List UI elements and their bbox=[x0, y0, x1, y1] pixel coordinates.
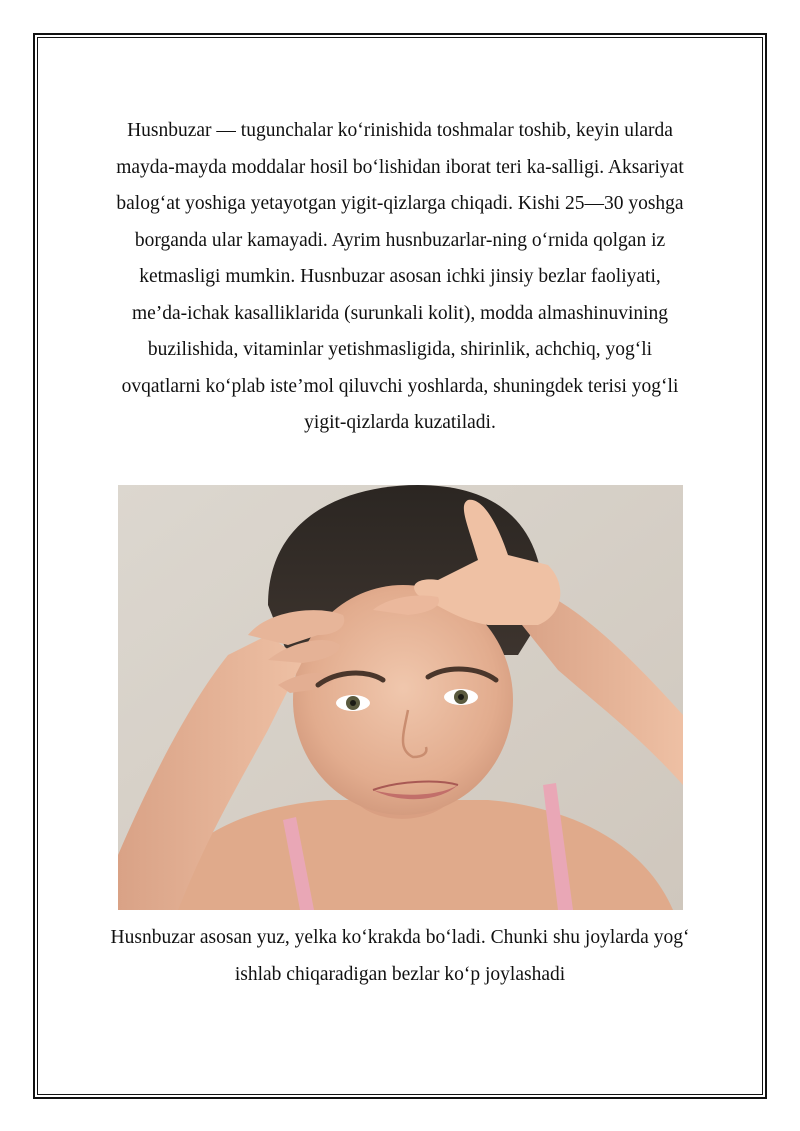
woman-touching-forehead-photo bbox=[118, 485, 683, 910]
intro-paragraph: Husnbuzar — tugunchalar ko‘rinishida toshmalar toshib, keyin ularda mayda-mayda moddalar hosil bo‘lishidan iborat teri ka-salligi. Aksariyat balog‘at yoshiga yetayotgan yigit-qizlarga chiqadi. Kishi 25—30 yoshga borganda ular kamayadi. Ayrim husnbuzarlar-ning o‘rnida qolgan iz ketmasligi mumkin. Husnbuzar asosan ichki jinsiy bezlar faoliyati, me’da-ichak kasalliklarida (surunkali kolit), modda almashinuvining buzilishida, vitaminlar yetishmasligida, shirinlik, achchiq, yog‘li ovqatlarni ko‘plab iste’mol qiluvchi yoshlarda, shuningdek terisi yog‘li yigit-qizlarda kuzatiladi. bbox=[116, 120, 684, 433]
closing-paragraph: Husnbuzar asosan yuz, yelka ko‘krakda bo‘ladi. Chunki shu joylarda yog‘ ishlab chiqaradigan bezlar ko‘p joylashadi bbox=[110, 927, 690, 985]
